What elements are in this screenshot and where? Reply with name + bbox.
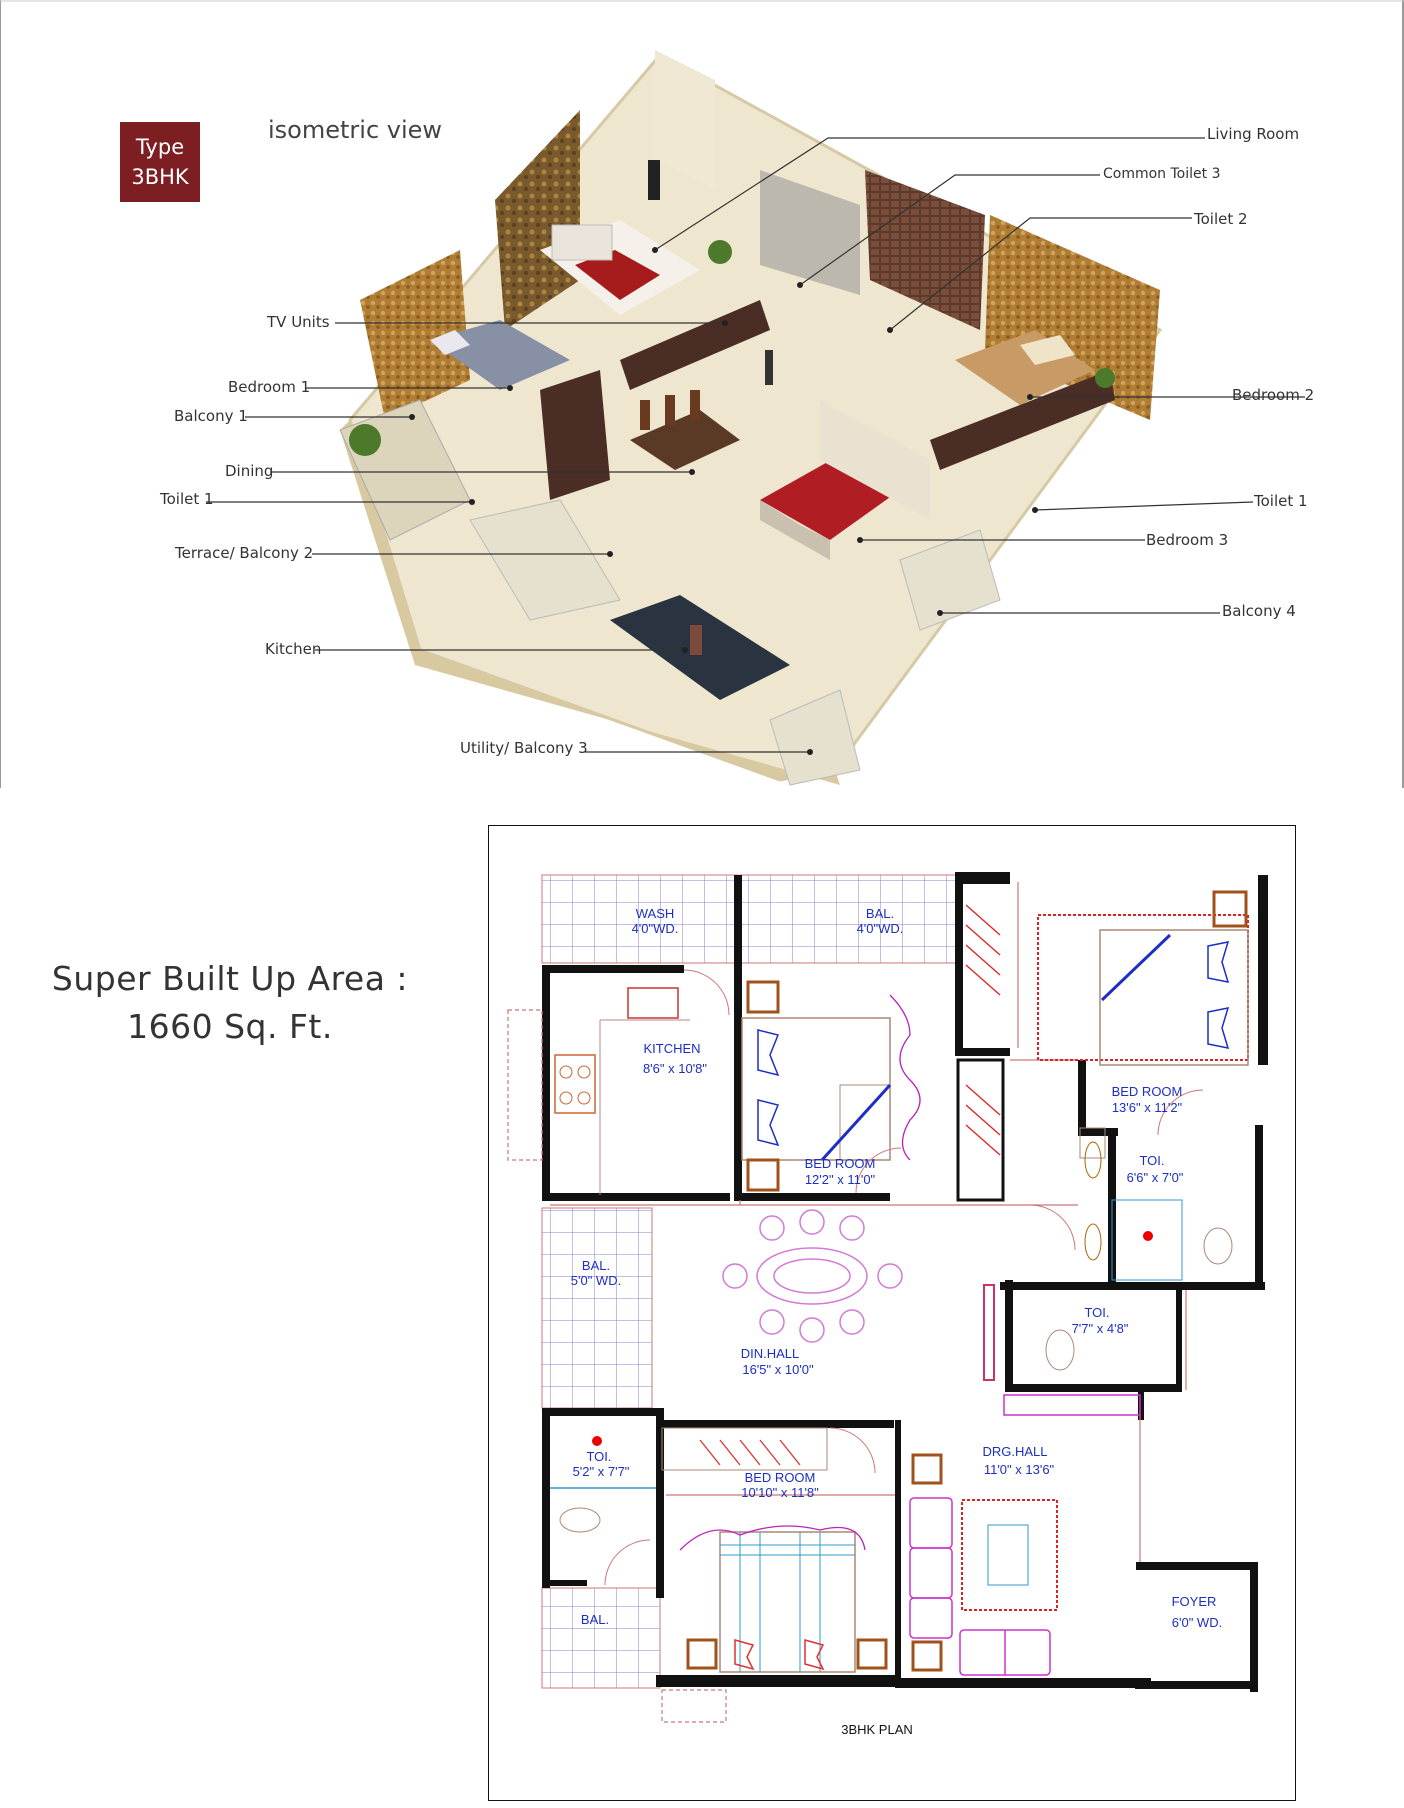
label-bal-left-dim: 5'0" WD. [570,1273,622,1288]
isometric-view-title: isometric view [268,116,443,144]
label-drg-hall-name: DRG.HALL [982,1444,1048,1459]
callout-bedroom-3: Bedroom 3 [1146,531,1229,549]
label-bal-bottom-name: BAL. [580,1612,610,1627]
balcony-left [542,1208,652,1408]
label-bal-top-name: BAL. [865,906,895,921]
label-toi-mid-name: TOI. [1084,1305,1110,1320]
callout-toilet-1-right: Toilet 1 [1254,492,1308,510]
label-bed-right-name: BED ROOM [1111,1084,1183,1099]
bedroom-bottom-bed [662,1428,886,1672]
label-bed-bottom-name: BED ROOM [744,1470,816,1485]
callout-bedroom-1: Bedroom 1 [228,378,311,396]
callout-balcony-1: Balcony 1 [174,407,248,425]
label-din-hall-dim: 16'5" x 10'0" [742,1362,814,1377]
area-label: Super Built Up Area : [51,959,409,998]
callout-common-toilet-3: Common Toilet 3 [1103,166,1221,182]
balcony-bottom [542,1588,660,1688]
badge-line2: 3BHK [131,165,189,189]
label-wash-name: WASH [635,906,675,921]
label-wash-dim: 4'0"WD. [631,921,679,936]
callout-toilet-1-left: Toilet 1 [160,490,214,508]
dining-table [723,1210,902,1342]
balcony-top [740,875,956,963]
callout-toilet-2: Toilet 2 [1194,210,1248,228]
label-foyer-name: FOYER [1171,1594,1217,1609]
callout-terrace-balcony-2: Terrace/ Balcony 2 [175,544,314,562]
label-bal-left-name: BAL. [581,1258,611,1273]
label-bed-bottom-dim: 10'10" x 11'8" [741,1485,819,1500]
label-din-hall-name: DIN.HALL [740,1346,800,1361]
kitchen-fixtures [555,988,690,1195]
label-kitchen-name: KITCHEN [643,1041,701,1056]
drawing-hall-furniture [910,1455,1057,1675]
label-toi-right-dim: 6'6" x 7'0" [1126,1170,1184,1185]
badge-line1: Type [135,135,185,159]
callout-dining: Dining [225,462,274,480]
area-value: 1660 Sq. Ft. [127,1007,333,1046]
callout-bedroom-2: Bedroom 2 [1232,386,1315,404]
label-toi-mid-dim: 7'7" x 4'8" [1071,1321,1129,1336]
callout-living-room: Living Room [1207,125,1300,143]
label-toi-left-dim: 5'2" x 7'7" [572,1464,630,1479]
label-bed-mid-dim: 12'2" x 11'0" [804,1172,876,1187]
label-toi-left-name: TOI. [586,1449,612,1464]
callout-utility-balcony-3: Utility/ Balcony 3 [460,739,588,757]
label-bal-top-dim: 4'0"WD. [856,921,904,936]
label-kitchen-dim: 8'6" x 10'8" [642,1061,708,1076]
label-toi-right-name: TOI. [1139,1153,1165,1168]
plan-caption: 3BHK PLAN [841,1722,913,1737]
callout-balcony-4: Balcony 4 [1222,602,1296,620]
label-foyer-dim: 6'0" WD. [1171,1615,1223,1630]
toilet-right-fixtures [1080,1128,1232,1280]
label-drg-hall-dim: 11'0" x 13'6" [983,1462,1055,1477]
bedroom-right-bed [958,892,1248,1200]
label-bed-right-dim: 13'6" x 11'2" [1111,1100,1183,1115]
label-bed-mid-name: BED ROOM [804,1156,876,1171]
callout-kitchen: Kitchen [265,640,322,658]
callout-tv-units: TV Units [267,313,330,331]
